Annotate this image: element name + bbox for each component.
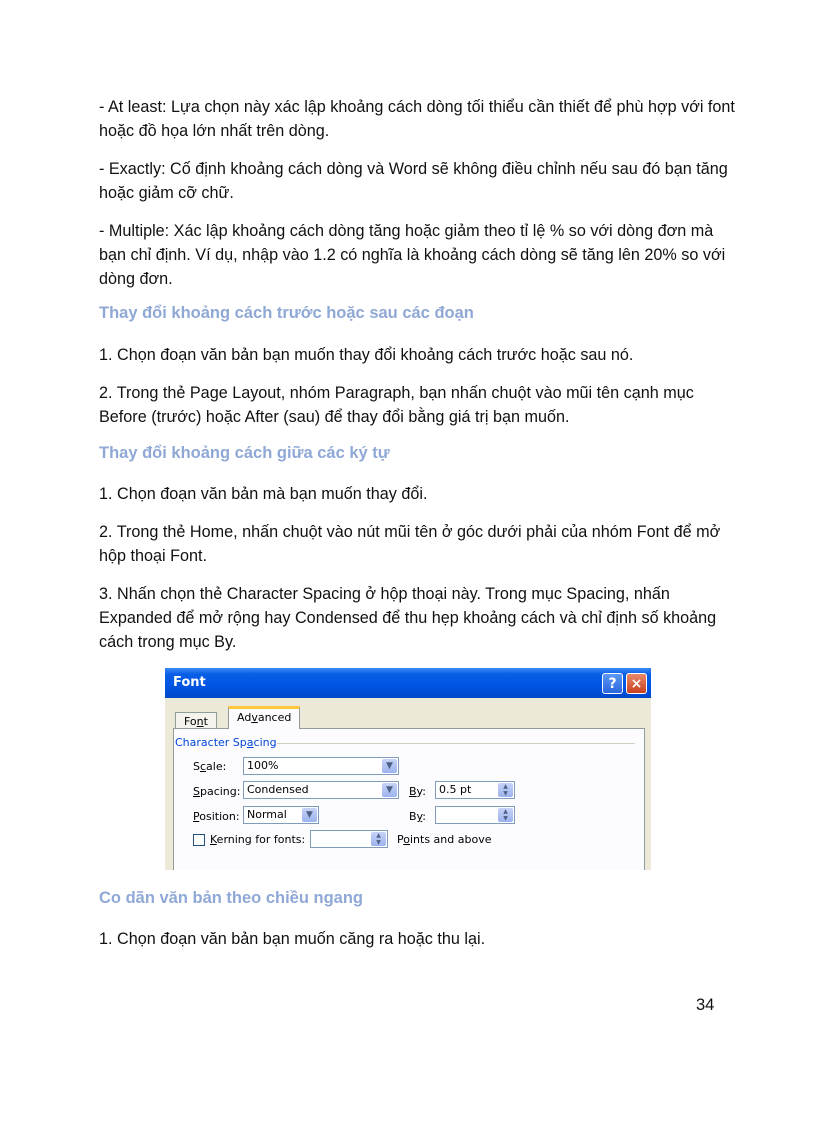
points-label-a: P bbox=[397, 833, 404, 846]
by2-label-key: y bbox=[416, 810, 423, 823]
chevron-down-icon[interactable]: ▼ bbox=[382, 783, 397, 797]
points-label-b: ints and above bbox=[409, 833, 492, 846]
paragraph-multiple: - Multiple: Xác lập khoảng cách dòng tăng hoặc giảm theo tỉ lệ % so với dòng đơn mà bạn chỉ định. Ví dụ, nhập vào 1.2 có nghĩa là khoảng cách dòng sẽ tăng lên 20% so với dòng đơn. bbox=[99, 222, 726, 288]
spacing-value: Condensed bbox=[247, 783, 309, 796]
by2-label bbox=[409, 810, 426, 823]
spinner-icon[interactable]: ▲ ▼ bbox=[498, 783, 513, 797]
dialog-titlebar bbox=[165, 668, 651, 698]
by-label bbox=[409, 785, 426, 798]
group-divider bbox=[277, 743, 635, 744]
position-value: Normal bbox=[247, 808, 287, 821]
heading-character-spacing: Thay đổi khoảng cách giữa các ký tự bbox=[99, 444, 390, 462]
kerning-spinner-input[interactable] bbox=[310, 830, 388, 848]
scale-label-a: S bbox=[193, 760, 200, 773]
page-number: 34 bbox=[696, 996, 715, 1014]
font-dialog-screenshot bbox=[165, 668, 651, 870]
tab-advanced[interactable] bbox=[228, 706, 300, 729]
tab-advanced-label-key: v bbox=[251, 711, 258, 724]
tab-font-label-a: Fo bbox=[184, 715, 197, 728]
close-button[interactable]: × bbox=[626, 673, 647, 694]
paragraph-step-2b: 2. Trong thẻ Home, nhấn chuột vào nút mũi tên ở góc dưới phải của nhóm Font để mở hộp thoại Font. bbox=[99, 523, 721, 565]
group-label-key: a bbox=[246, 736, 254, 749]
tab-font-label-b: t bbox=[203, 715, 208, 728]
paragraph-step-1c: 1. Chọn đoạn văn bản bạn muốn căng ra hoặc thu lại. bbox=[99, 930, 486, 948]
tab-panel bbox=[173, 728, 645, 870]
spinner-icon[interactable]: ▲ ▼ bbox=[498, 808, 513, 822]
paragraph-step-1a: 1. Chọn đoạn văn bản bạn muốn thay đổi khoảng cách trước hoặc sau nó. bbox=[99, 346, 634, 364]
points-and-above-label bbox=[397, 833, 491, 846]
dialog-title: Font bbox=[173, 675, 206, 690]
position-select[interactable] bbox=[243, 806, 319, 824]
kerning-checkbox[interactable] bbox=[193, 834, 205, 846]
kerning-label-b: erning for fonts: bbox=[216, 833, 306, 846]
tab-advanced-label-b: anced bbox=[257, 711, 292, 724]
spacing-label-b: pacing: bbox=[199, 785, 241, 798]
by-label-b: y: bbox=[416, 785, 426, 798]
spacing-label-key: S bbox=[193, 785, 200, 798]
heading-horizontal-scaling: Co dãn văn bản theo chiều ngang bbox=[99, 889, 364, 907]
position-label-b: osition: bbox=[199, 810, 240, 823]
position-label bbox=[193, 810, 240, 823]
tab-advanced-label-a: Ad bbox=[237, 711, 252, 724]
spacing-select[interactable] bbox=[243, 781, 399, 799]
paragraph-step-3b: 3. Nhấn chọn thẻ Character Spacing ở hộp thoại này. Trong mục Spacing, nhấn Expanded để mở rộng hay Condensed để thu hẹp khoảng cách và chỉ định số khoảng cách trong mục By. bbox=[99, 585, 717, 651]
by2-label-a: B bbox=[409, 810, 417, 823]
paragraph-step-2a: 2. Trong thẻ Page Layout, nhóm Paragraph, bạn nhấn chuột vào mũi tên cạnh mục Before (trước) hoặc After (sau) để thay đổi bằng giá trị bạn muốn. bbox=[99, 384, 694, 426]
character-spacing-group-label bbox=[175, 736, 277, 749]
by2-label-b: : bbox=[422, 810, 426, 823]
spacing-label bbox=[193, 785, 240, 798]
spinner-icon[interactable]: ▲ ▼ bbox=[371, 832, 386, 846]
points-label-key: o bbox=[403, 833, 410, 846]
scale-label bbox=[193, 760, 226, 773]
kerning-label bbox=[210, 833, 305, 846]
paragraph-exactly: - Exactly: Cố định khoảng cách dòng và Word sẽ không điều chỉnh nếu sau đó bạn tăng hoặc giảm cỡ chữ. bbox=[99, 160, 728, 202]
by-label-key: B bbox=[409, 785, 417, 798]
group-label-a: Character Sp bbox=[175, 736, 247, 749]
group-label-b: cing bbox=[253, 736, 277, 749]
paragraph-step-1b: 1. Chọn đoạn văn bản mà bạn muốn thay đổi. bbox=[99, 485, 428, 503]
by-spinner-input[interactable] bbox=[435, 781, 515, 799]
help-button[interactable]: ? bbox=[602, 673, 623, 694]
tab-font-label-key: n bbox=[196, 715, 204, 728]
scale-label-key: c bbox=[199, 760, 207, 773]
chevron-down-icon[interactable]: ▼ bbox=[302, 808, 317, 822]
chevron-down-icon[interactable]: ▼ bbox=[382, 759, 397, 773]
position-label-key: P bbox=[193, 810, 200, 823]
scale-select[interactable] bbox=[243, 757, 399, 775]
by2-spinner-input[interactable] bbox=[435, 806, 515, 824]
scale-label-b: ale: bbox=[206, 760, 227, 773]
by-value: 0.5 pt bbox=[439, 783, 472, 796]
scale-value: 100% bbox=[247, 759, 279, 772]
kerning-label-key: K bbox=[210, 833, 217, 846]
paragraph-at-least: - At least: Lựa chọn này xác lập khoảng cách dòng tối thiểu cần thiết để phù hợp với font hoặc đồ họa lớn nhất trên dòng. bbox=[99, 98, 735, 140]
heading-spacing-before-after: Thay đổi khoảng cách trước hoặc sau các đoạn bbox=[99, 304, 474, 322]
